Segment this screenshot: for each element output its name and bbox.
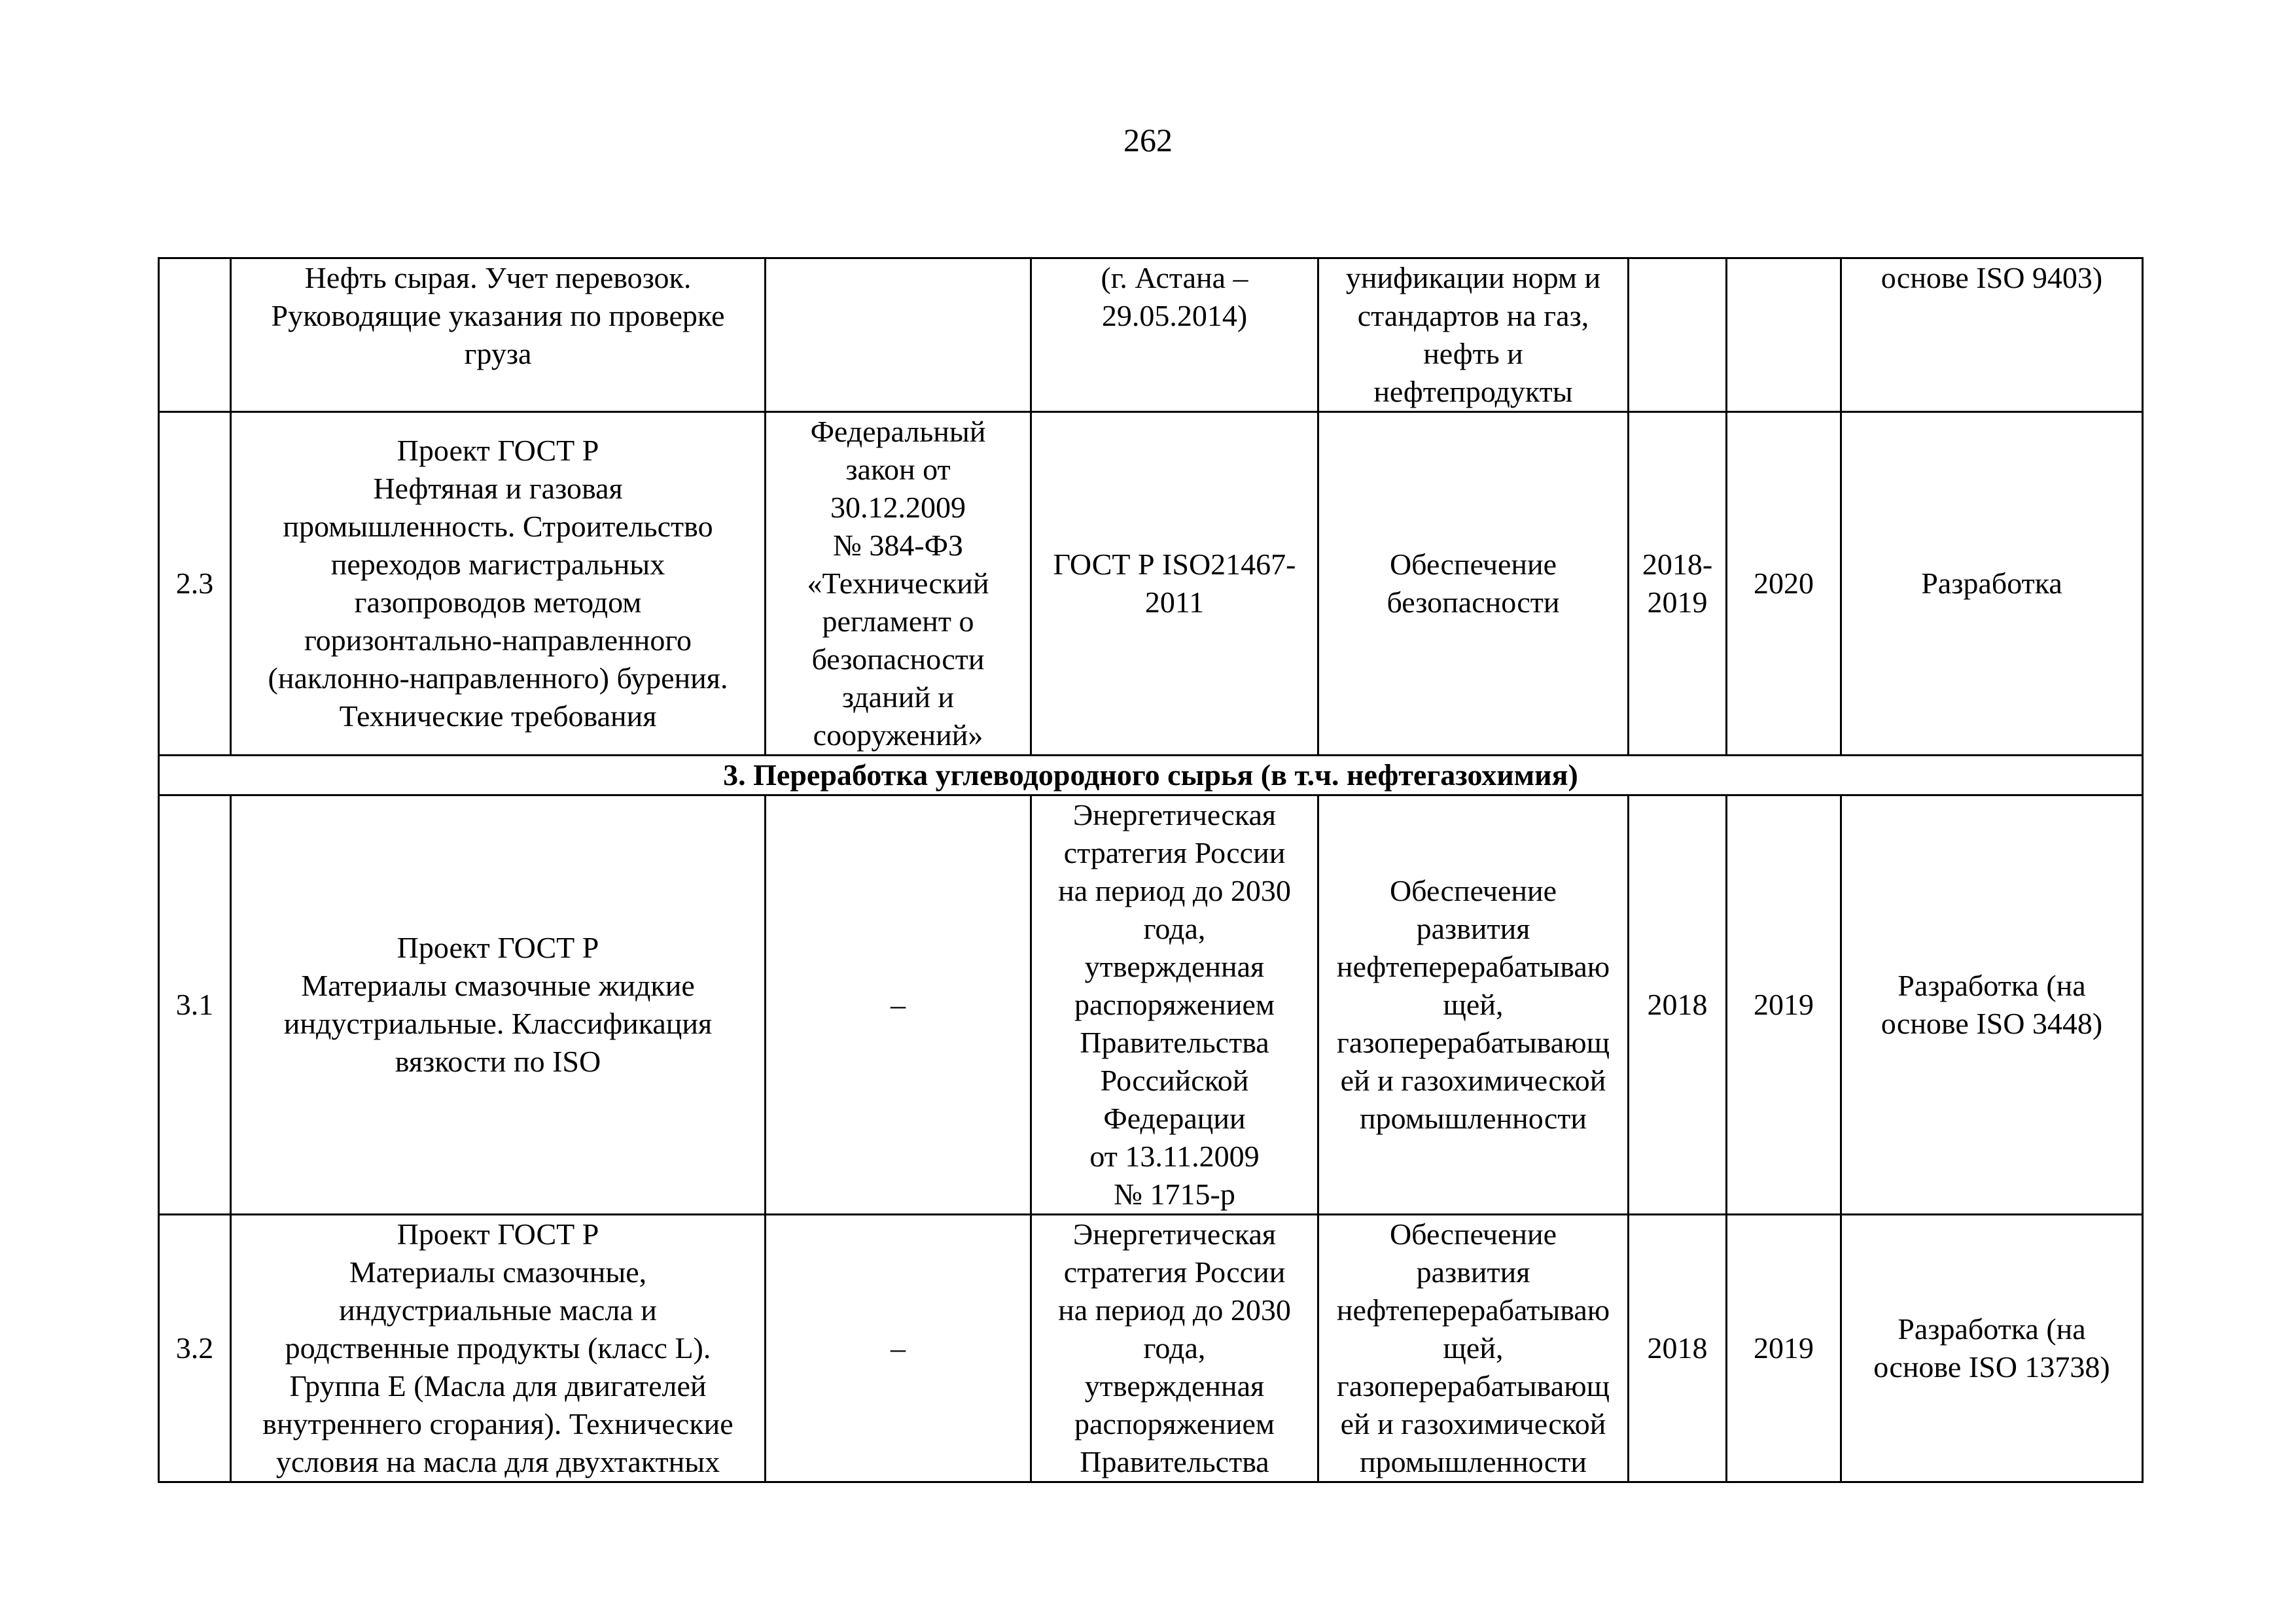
cell-line: безопасности xyxy=(1386,585,1560,619)
row-number-cell xyxy=(159,412,231,756)
cell-line: Правительства xyxy=(1080,1445,1269,1478)
base-document-cell xyxy=(1031,1215,1318,1482)
cell-line: Материалы смазочные жидкие xyxy=(301,969,695,1002)
base-document-cell xyxy=(1031,258,1318,412)
cell-line: нефтепродукты xyxy=(1373,375,1573,408)
cell-line: Разработка xyxy=(1921,567,2062,600)
status-cell xyxy=(1841,412,2143,756)
cell-line: стратегия России xyxy=(1063,1255,1286,1289)
section-heading-row xyxy=(159,756,2143,795)
cell-line: Нефтяная и газовая xyxy=(373,472,623,505)
cell-line: на период до 2030 xyxy=(1058,1293,1291,1327)
status-cell xyxy=(1841,1215,2143,1482)
cell-line: унификации норм и xyxy=(1345,261,1601,294)
cell-line: 2.3 xyxy=(175,567,214,600)
table-row xyxy=(159,258,2143,412)
cell-line: Разработка (на xyxy=(1898,1312,2086,1346)
cell-line: ГОСТ Р ISO21467- xyxy=(1053,548,1296,581)
cell-line: промышленность. Строительство xyxy=(283,510,713,543)
cell-line: Группа E (Масла для двигателей xyxy=(289,1369,707,1403)
page-number: 262 xyxy=(1123,122,1173,158)
cell-line: Энергетическая xyxy=(1072,1217,1277,1251)
cell-line: на период до 2030 xyxy=(1058,874,1291,907)
cell-line: основе ISO 9403) xyxy=(1881,261,2103,294)
row-number-cell xyxy=(159,795,231,1215)
goal-cell xyxy=(1318,258,1629,412)
cell-line: 2019 xyxy=(1647,585,1708,619)
legal-basis-cell xyxy=(766,412,1031,756)
start-year-cell xyxy=(1629,412,1727,756)
cell-line: промышленности xyxy=(1359,1445,1587,1478)
cell-line: 2019 xyxy=(1754,988,1814,1021)
table-row xyxy=(159,1215,2143,1482)
cell-line: Правительства xyxy=(1080,1026,1269,1059)
cell-line: щей, xyxy=(1443,1331,1504,1365)
cell-line: нефтеперерабатываю xyxy=(1336,1293,1610,1327)
cell-line: груза xyxy=(464,337,532,370)
cell-line: Энергетическая xyxy=(1072,798,1277,831)
cell-line: стратегия России xyxy=(1063,836,1286,869)
base-document-cell xyxy=(1031,412,1318,756)
status-cell xyxy=(1841,795,2143,1215)
cell-line: развития xyxy=(1416,912,1530,945)
cell-line: Федерации xyxy=(1103,1102,1246,1135)
cell-line: нефть и xyxy=(1423,337,1523,370)
legal-basis-cell xyxy=(766,258,1031,412)
cell-line: от 13.11.2009 xyxy=(1089,1140,1260,1173)
cell-line: 30.12.2009 xyxy=(830,491,966,524)
cell-line: щей, xyxy=(1443,988,1504,1021)
cell-line: Материалы смазочные, xyxy=(349,1255,647,1289)
cell-line: Проект ГОСТ Р xyxy=(397,434,599,467)
cell-line: – xyxy=(891,1331,906,1365)
standard-name-cell xyxy=(231,258,766,412)
cell-line: индустриальные масла и xyxy=(339,1293,657,1327)
cell-line: ей и газохимической xyxy=(1340,1407,1606,1440)
cell-line: Руководящие указания по проверке xyxy=(271,299,725,332)
cell-line: Федеральный xyxy=(810,415,986,448)
base-document-cell xyxy=(1031,795,1318,1215)
cell-line: года, xyxy=(1143,912,1206,945)
table-row xyxy=(159,412,2143,756)
cell-line: регламент о xyxy=(822,604,974,638)
standard-name-cell xyxy=(231,412,766,756)
goal-cell xyxy=(1318,1215,1629,1482)
cell-line: года, xyxy=(1143,1331,1206,1365)
cell-line: 2011 xyxy=(1144,585,1205,619)
cell-line: Обеспечение xyxy=(1389,1217,1557,1251)
cell-line: – xyxy=(891,988,906,1021)
cell-line: основе ISO 3448) xyxy=(1881,1007,2103,1040)
cell-line: зданий и xyxy=(841,680,955,714)
cell-line: основе ISO 13738) xyxy=(1873,1350,2110,1384)
cell-line: газоперерабатывающ xyxy=(1336,1369,1610,1403)
cell-line: переходов магистральных xyxy=(330,548,665,581)
cell-line: условия на масла для двухтактных xyxy=(275,1445,720,1478)
cell-line: ей и газохимической xyxy=(1340,1064,1606,1097)
cell-line: утвержденная xyxy=(1084,950,1265,983)
legal-basis-cell xyxy=(766,1215,1031,1482)
row-number-cell xyxy=(159,258,231,412)
cell-line: 2018 xyxy=(1647,1331,1708,1365)
end-year-cell xyxy=(1727,258,1841,412)
cell-line: Проект ГОСТ Р xyxy=(397,931,599,964)
cell-line: 29.05.2014) xyxy=(1101,299,1248,332)
end-year-cell xyxy=(1727,795,1841,1215)
cell-line: распоряжением xyxy=(1074,1407,1275,1440)
goal-cell xyxy=(1318,795,1629,1215)
cell-line: утвержденная xyxy=(1084,1369,1265,1403)
start-year-cell xyxy=(1629,795,1727,1215)
cell-line: внутреннего сгорания). Технические xyxy=(262,1407,733,1440)
end-year-cell xyxy=(1727,412,1841,756)
cell-line: Проект ГОСТ Р xyxy=(397,1217,599,1251)
cell-line: Нефть сырая. Учет перевозок. xyxy=(304,261,692,294)
cell-line: стандартов на газ, xyxy=(1357,299,1589,332)
cell-line: 3.2 xyxy=(175,1331,214,1365)
cell-line: «Технический xyxy=(807,567,989,600)
section-heading: 3. Переработка углеводородного сырья (в т.ч. нефтегазохимия) xyxy=(159,756,2143,795)
cell-line: распоряжением xyxy=(1074,988,1275,1021)
cell-line: (г. Астана – xyxy=(1101,261,1248,294)
cell-line: индустриальные. Классификация xyxy=(283,1007,713,1040)
cell-line: 3.1 xyxy=(175,988,214,1021)
cell-line: № 384-ФЗ xyxy=(832,529,964,562)
cell-line: Обеспечение xyxy=(1389,548,1557,581)
cell-line: горизонтально-направленного xyxy=(304,623,692,657)
goal-cell xyxy=(1318,412,1629,756)
cell-line: промышленности xyxy=(1359,1102,1587,1135)
cell-line: безопасности xyxy=(811,642,985,676)
cell-line: закон от xyxy=(845,453,951,486)
end-year-cell xyxy=(1727,1215,1841,1482)
cell-line: газопроводов методом xyxy=(354,585,642,619)
legal-basis-cell xyxy=(766,795,1031,1215)
row-number-cell xyxy=(159,1215,231,1482)
cell-line: родственные продукты (класс L). xyxy=(285,1331,711,1365)
cell-line: газоперерабатывающ xyxy=(1336,1026,1610,1059)
standard-name-cell xyxy=(231,795,766,1215)
cell-line: нефтеперерабатываю xyxy=(1336,950,1610,983)
start-year-cell xyxy=(1629,1215,1727,1482)
cell-line: развития xyxy=(1416,1255,1530,1289)
cell-line: 2018 xyxy=(1647,988,1708,1021)
standard-name-cell xyxy=(231,1215,766,1482)
cell-line: 2018- xyxy=(1642,548,1713,581)
cell-line: вязкости по ISO xyxy=(395,1045,601,1078)
cell-line: Обеспечение xyxy=(1389,874,1557,907)
cell-line: Технические требования xyxy=(339,699,657,733)
cell-line: (наклонно-направленного) бурения. xyxy=(268,661,728,695)
cell-line: Разработка (на xyxy=(1898,969,2086,1002)
cell-line: 2019 xyxy=(1754,1331,1814,1365)
cell-line: 2020 xyxy=(1754,567,1814,600)
standards-table xyxy=(158,257,2144,1483)
table-row xyxy=(159,795,2143,1215)
status-cell xyxy=(1841,258,2143,412)
cell-line: сооружений» xyxy=(813,718,983,752)
start-year-cell xyxy=(1629,258,1727,412)
cell-line: № 1715-р xyxy=(1114,1178,1235,1211)
cell-line: Российской xyxy=(1100,1064,1249,1097)
